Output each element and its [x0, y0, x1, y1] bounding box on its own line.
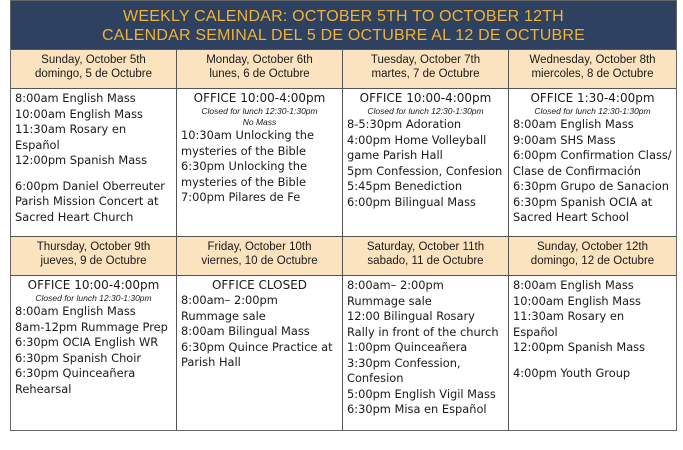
banner-title-spanish: CALENDAR SEMINAL DEL 5 DE OCTUBRE AL 12 DE OCTUBRE: [101, 27, 585, 44]
weekly-calendar: [10, 0, 677, 431]
week-row-2-bodies: [11, 276, 676, 430]
event-item: 8:00am English Mass: [513, 278, 634, 292]
event-item: 7:00pm Pilares de Fe: [181, 190, 301, 204]
event-item: 4:00pm Home Volleyball game Parish Hall: [347, 132, 487, 162]
event-item: 3:30pm Confession, Confesion: [347, 355, 461, 385]
day-name-english: Friday, October 10th: [207, 241, 312, 253]
office-hours: OFFICE 10:00-4:00pm: [359, 91, 492, 105]
event-spacer: [513, 356, 672, 366]
day-events: [509, 276, 676, 430]
day-header: [509, 49, 676, 89]
event-item: 8am-12pm Rummage Prep: [15, 319, 168, 334]
week-row-1-headers: [11, 49, 676, 89]
day-header: [11, 236, 177, 276]
office-note: Closed for lunch 12:30-1:30pm: [201, 106, 318, 116]
banner-title-english: WEEKLY CALENDAR: OCTOBER 5TH TO OCTOBER 12TH: [123, 8, 564, 25]
event-item: 6:30pm Grupo de Sanacion: [513, 179, 669, 193]
day-events: [343, 89, 509, 236]
event-item: 8:00am English Mass: [513, 117, 634, 131]
day-events: [11, 89, 177, 236]
calendar-banner: [11, 1, 676, 49]
day-name-english: Tuesday, October 7th: [370, 54, 481, 66]
event-item: 6:30pm Unlocking the mysteries of the Bible: [181, 159, 308, 189]
office-note: Closed for lunch 12:30-1:30pm: [534, 106, 651, 116]
day-name-spanish: martes, 7 de Octubre: [371, 68, 480, 80]
event-item: 11:30am Rosary en Español: [15, 122, 127, 152]
day-events: [177, 89, 343, 236]
day-name-english: Sunday, October 12th: [536, 241, 649, 253]
event-item: 6:30pm Quinceañera Rehearsal: [15, 366, 136, 396]
event-item: 6:30pm Misa en Español: [347, 402, 487, 416]
event-item: 6:00pm Confirmation Class/ Clase de Confirmación: [513, 148, 672, 178]
day-name-english: Wednesday, October 8th: [529, 54, 656, 66]
office-note: Closed for lunch 12:30-1:30pm: [367, 106, 484, 116]
day-header: [11, 49, 177, 89]
day-events: [11, 276, 177, 430]
event-item: 6:30pm Spanish Choir: [15, 350, 142, 365]
day-events: [177, 276, 343, 430]
event-item: 1:00pm Quinceañera: [347, 340, 468, 354]
event-item: 10:30am Unlocking the mysteries of the Bible: [181, 128, 315, 158]
event-item: 8:00am English Mass: [15, 91, 136, 105]
event-item: 12:00pm Spanish Mass: [513, 340, 646, 354]
event-item: 6:30pm OCIA English WR: [15, 335, 159, 349]
event-item: 10:00am English Mass: [513, 293, 641, 308]
office-hours: OFFICE 10:00-4:00pm: [27, 278, 160, 292]
event-item: 9:00am SHS Mass: [513, 132, 616, 147]
event-item: 6:00pm Daniel Oberreuter Parish Mission Concert at Sacred Heart Church: [15, 178, 165, 224]
event-item: 6:00pm Bilingual Mass: [347, 194, 476, 209]
office-hours: OFFICE 10:00-4:00pm: [193, 91, 326, 105]
event-item: 12:00 Bilingual Rosary Rally in front of the church: [347, 309, 499, 339]
day-header: [177, 49, 343, 89]
day-name-spanish: domingo, 5 de Octubre: [35, 68, 152, 80]
event-item: 11:30am Rosary en Español: [513, 309, 625, 339]
event-item: 10:00am English Mass: [15, 106, 143, 121]
day-header: [343, 236, 509, 276]
event-item: 6:30pm Spanish OCIA at Sacred Heart School: [513, 194, 653, 224]
day-header: [343, 49, 509, 89]
event-item: 8:00am– 2:00pm Rummage sale: [347, 278, 444, 308]
day-name-english: Saturday, October 11th: [366, 241, 485, 253]
day-header: [177, 236, 343, 276]
week-row-1-bodies: [11, 89, 676, 236]
event-item: 5pm Confession, Confesion: [347, 163, 503, 178]
day-name-spanish: sabado, 11 de Octubre: [367, 255, 484, 267]
event-item: 8:00am English Mass: [15, 304, 136, 318]
event-item: 5:00pm English Vigil Mass: [347, 386, 496, 401]
event-spacer: [15, 169, 172, 179]
day-events: [343, 276, 509, 430]
office-hours: OFFICE 1:30-4:00pm: [530, 91, 655, 105]
day-name-spanish: domingo, 12 de Octubre: [530, 255, 655, 267]
day-name-spanish: miercoles, 8 de Octubre: [531, 68, 654, 80]
event-item: 8:00am– 2:00pm Rummage sale: [181, 293, 278, 323]
week-row-2-headers: [11, 236, 676, 276]
day-name-english: Monday, October 6th: [206, 54, 313, 66]
office-hours: OFFICE CLOSED: [211, 278, 308, 292]
day-name-spanish: jueves, 9 de Octubre: [40, 255, 147, 267]
day-name-english: Thursday, October 9th: [36, 241, 151, 253]
event-item: 6:30pm Quince Practice at Parish Hall: [181, 339, 333, 369]
event-item: 8-5:30pm Adoration: [347, 117, 462, 131]
day-name-spanish: lunes, 6 de Octubre: [209, 68, 310, 80]
day-header: [509, 236, 676, 276]
event-item: 4:00pm Youth Group: [513, 365, 631, 380]
day-name-english: Sunday, October 5th: [41, 54, 146, 66]
office-note: No Mass: [242, 117, 277, 127]
day-events: [509, 89, 676, 236]
office-note: Closed for lunch 12:30-1:30pm: [35, 293, 152, 303]
event-item: 12:00pm Spanish Mass: [15, 153, 148, 167]
day-name-spanish: viernes, 10 de Octubre: [201, 255, 318, 267]
event-item: 8:00am Bilingual Mass: [181, 324, 310, 338]
event-item: 5:45pm Benediction: [347, 179, 463, 193]
